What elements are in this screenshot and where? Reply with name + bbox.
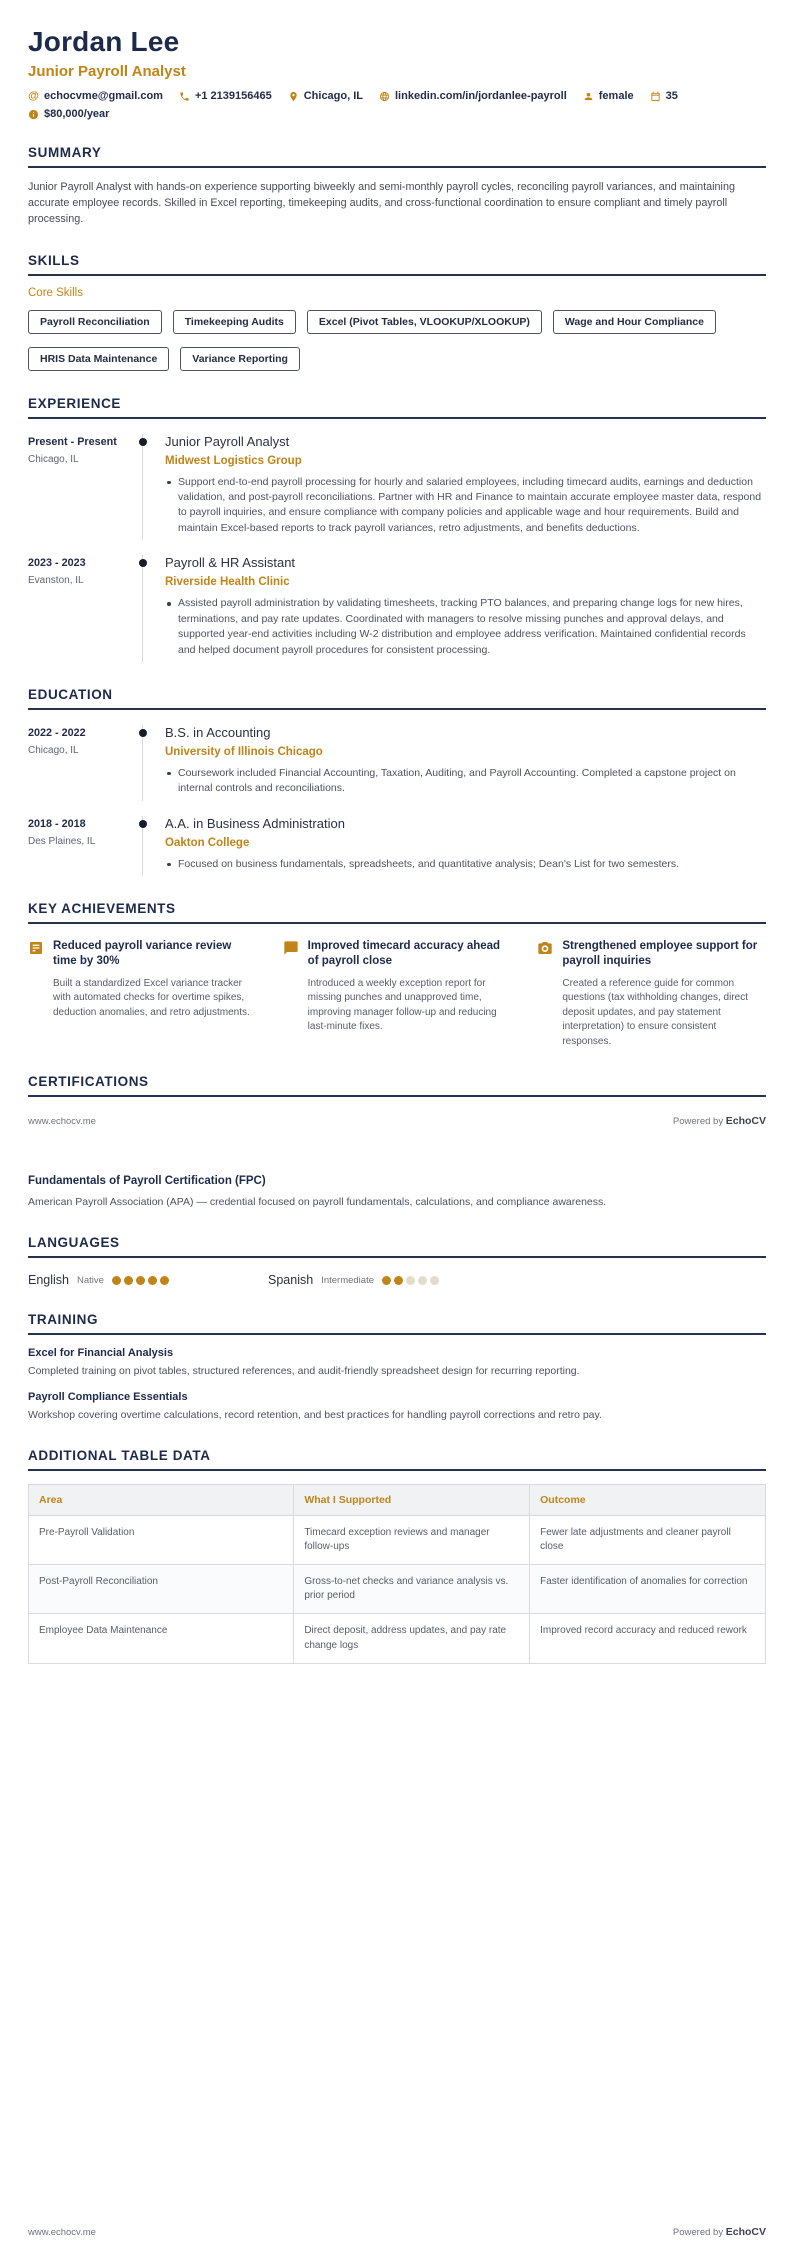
contact-gender-text: female — [598, 90, 634, 102]
language-level: Intermediate — [321, 1274, 374, 1286]
education-bullet-list — [165, 766, 766, 797]
skills-chip-list — [28, 310, 766, 371]
skill-chip: Timekeeping Audits — [173, 310, 296, 334]
achievement-text: Introduced a weekly exception report for missing punches and unapproved time, improving manager follow-up and reducing last-minute fixes. — [307, 977, 497, 1033]
skill-chip: Excel (Pivot Tables, VLOOKUP/XLOOKUP) — [307, 310, 542, 334]
contact-location — [288, 90, 363, 102]
education-entry — [28, 816, 766, 876]
language-name: Spanish — [268, 1273, 314, 1288]
experience-entry-body — [143, 434, 766, 541]
person-icon — [583, 91, 594, 102]
education-entry-body — [143, 816, 766, 876]
experience-location: Chicago, IL — [28, 453, 79, 465]
chat-icon — [283, 940, 299, 956]
person-title: Junior Payroll Analyst — [28, 63, 186, 80]
location-icon — [288, 91, 299, 102]
achievement-title: Improved timecard accuracy ahead of payroll close — [307, 940, 501, 968]
languages-row — [28, 1273, 766, 1287]
globe-icon — [379, 91, 390, 102]
contact-email[interactable] — [28, 90, 163, 102]
person-name: Jordan Lee — [28, 26, 180, 57]
language-proficiency-dots — [112, 1276, 169, 1285]
education-bullet: Focused on business fundamentals, spreadsheets, and quantitative analysis; Dean's List for two semesters. — [165, 857, 766, 872]
experience-bullet-list — [165, 475, 766, 537]
achievement-title: Reduced payroll variance review time by 30% — [53, 940, 232, 968]
achievements-row — [28, 939, 766, 1049]
note-icon — [28, 940, 44, 956]
achievement-text: Created a reference guide for common questions (tax withholding changes, direct deposit updates, and pay statement interpretation) to ensure consistent responses. — [562, 977, 749, 1047]
experience-company: Midwest Logistics Group — [165, 454, 302, 467]
education-degree: A.A. in Business Administration — [165, 815, 345, 831]
additional-data-table — [28, 1484, 766, 1664]
section-education — [28, 687, 766, 876]
section-certifications — [28, 1074, 766, 1210]
table-cell: Improved record accuracy and reduced rework — [530, 1614, 766, 1663]
training-title: Excel for Financial Analysis — [28, 1347, 174, 1360]
training-item — [28, 1347, 766, 1379]
achievement-text: Built a standardized Excel variance tracker with automated checks for overtime spikes, deduction anomalies, and retro adjustments. — [53, 977, 250, 1018]
table-header-outcome: Outcome — [530, 1484, 766, 1515]
achievement-item — [28, 939, 257, 1049]
skills-group-label: Core Skills — [28, 286, 83, 299]
table-row — [29, 1515, 766, 1564]
table-cell: Gross-to-net checks and variance analysis vs. prior period — [294, 1565, 530, 1614]
education-entry-body — [143, 725, 766, 801]
achievement-title: Strengthened employee support for payroll inquiries — [562, 940, 758, 968]
contact-age-text: 35 — [665, 90, 678, 102]
footer-brand: EchoCV — [725, 2226, 766, 2238]
education-entry-meta — [28, 725, 134, 801]
experience-location: Evanston, IL — [28, 575, 84, 587]
contact-phone — [179, 90, 272, 102]
info-icon — [28, 109, 39, 120]
table-header-what: What I Supported — [294, 1484, 530, 1515]
contact-phone-text: +1 2139156465 — [194, 90, 272, 102]
timeline-line — [142, 816, 143, 876]
skill-chip: Variance Reporting — [180, 347, 300, 371]
language-item — [28, 1273, 268, 1287]
achievement-item — [537, 939, 766, 1049]
section-skills — [28, 253, 766, 371]
footer-site-link[interactable]: www.echocv.me — [28, 2226, 96, 2238]
section-achievements — [28, 901, 766, 1049]
experience-entry-meta — [28, 434, 134, 541]
skill-chip: HRIS Data Maintenance — [28, 347, 169, 371]
education-degree: B.S. in Accounting — [165, 724, 271, 740]
experience-dates: 2023 - 2023 — [28, 557, 86, 570]
table-cell: Faster identification of anomalies for correction — [530, 1565, 766, 1614]
table-cell: Post-Payroll Reconciliation — [29, 1565, 294, 1614]
timeline-dot — [139, 559, 147, 567]
skill-chip: Wage and Hour Compliance — [553, 310, 716, 334]
training-text: Workshop covering overtime calculations, record retention, and best practices for handling payroll corrections and retro pay. — [28, 1408, 602, 1421]
summary-heading: SUMMARY — [28, 145, 766, 168]
skills-heading: SKILLS — [28, 253, 766, 276]
timeline-line — [142, 555, 143, 662]
experience-heading: EXPERIENCE — [28, 396, 766, 419]
achievements-heading: KEY ACHIEVEMENTS — [28, 901, 766, 924]
achievement-content — [308, 939, 512, 1034]
experience-bullet: Support end-to-end payroll processing for hourly and salaried employees, including timecard audits, earnings and deduction validation, and post-payroll reconciliations. Partner with HR and Finance to maintain accurate employee master data, respond to payroll inquiries, and ensure compliance with company policies and applicable wage and hour requirements. Build and maintain Excel-based reports to track payroll variances, retro adjustments, and benefits deductions. — [165, 475, 766, 537]
achievement-item — [283, 939, 512, 1049]
certification-title: Fundamentals of Payroll Certification (FPC) — [28, 1175, 266, 1188]
timeline-line — [142, 434, 143, 541]
page-footer — [28, 2226, 766, 2238]
page-break-footer — [28, 1115, 766, 1127]
education-entry — [28, 725, 766, 801]
education-location: Chicago, IL — [28, 744, 79, 756]
experience-bullet: Assisted payroll administration by validating timesheets, tracking PTO balances, and preparing change logs for new hires, terminations, and pay rate updates. Coordinated with managers to resolve missing punches and approval delays, and supported year-end activities including W-2 distribution and employee address verification. Maintained confidential records and helped document payroll procedures for consistent processing. — [165, 596, 766, 658]
table-cell: Pre-Payroll Validation — [29, 1515, 294, 1564]
table-cell: Direct deposit, address updates, and pay rate change logs — [294, 1614, 530, 1663]
additional-table-heading: ADDITIONAL TABLE DATA — [28, 1448, 766, 1471]
education-dates: 2022 - 2022 — [28, 726, 86, 739]
section-experience — [28, 396, 766, 662]
header — [28, 26, 766, 120]
training-item — [28, 1391, 766, 1423]
languages-heading: LANGUAGES — [28, 1235, 766, 1258]
table-header-row — [29, 1484, 766, 1515]
education-school: University of Illinois Chicago — [165, 745, 323, 758]
contact-salary — [28, 108, 109, 120]
calendar-icon — [650, 91, 661, 102]
footer-powered-prefix: Powered by — [672, 1116, 726, 1128]
summary-text: Junior Payroll Analyst with hands-on experience supporting biweekly and semi-monthly payroll cycles, reconciling payroll variances, and maintaining accurate employee records. Skilled in Excel reporting, timekeeping audits, and cross-functional coordination to ensure compliant and timely payroll processing. — [28, 181, 735, 226]
table-row — [29, 1614, 766, 1663]
table-cell: Timecard exception reviews and manager follow-ups — [294, 1515, 530, 1564]
timeline-line — [142, 725, 143, 801]
phone-icon — [179, 91, 190, 102]
timeline-dot — [139, 729, 147, 737]
footer-powered-by[interactable] — [673, 2226, 766, 2238]
table-cell: Fewer late adjustments and cleaner payroll close — [530, 1515, 766, 1564]
certification-item — [28, 1175, 766, 1210]
experience-bullet-list — [165, 596, 766, 658]
language-item — [268, 1273, 508, 1287]
contact-salary-text: $80,000/year — [44, 108, 110, 120]
certifications-heading: CERTIFICATIONS — [28, 1074, 766, 1097]
skill-chip: Payroll Reconciliation — [28, 310, 162, 334]
footer-powered-prefix: Powered by — [672, 2227, 726, 2238]
footer-brand: EchoCV — [725, 1115, 766, 1128]
experience-entry — [28, 434, 766, 541]
education-location: Des Plaines, IL — [28, 835, 96, 847]
experience-role: Payroll & HR Assistant — [165, 555, 296, 571]
contact-gender — [583, 90, 634, 102]
language-proficiency-dots — [382, 1276, 439, 1285]
contact-linkedin-text: linkedin.com/in/jordanlee-payroll — [395, 90, 567, 102]
camera-icon — [537, 940, 553, 956]
training-title: Payroll Compliance Essentials — [28, 1390, 188, 1403]
language-name: English — [28, 1273, 69, 1288]
section-training — [28, 1312, 766, 1422]
table-header-area: Area — [29, 1484, 294, 1515]
experience-role: Junior Payroll Analyst — [165, 433, 290, 449]
training-heading: TRAINING — [28, 1312, 766, 1335]
contact-row — [28, 90, 766, 120]
section-additional-table — [28, 1448, 766, 1664]
at-icon — [28, 91, 39, 102]
contact-linkedin[interactable] — [379, 90, 567, 102]
education-dates: 2018 - 2018 — [28, 817, 86, 830]
achievement-content — [53, 939, 257, 1020]
timeline-dot — [139, 438, 147, 446]
education-heading: EDUCATION — [28, 687, 766, 710]
footer-powered-by[interactable] — [673, 1115, 766, 1127]
language-level: Native — [77, 1274, 104, 1286]
education-bullet-list — [165, 857, 766, 872]
table-cell: Employee Data Maintenance — [29, 1614, 294, 1663]
section-summary — [28, 145, 766, 228]
contact-age — [650, 90, 678, 102]
training-text: Completed training on pivot tables, structured references, and audit-friendly spreadsheet design for recurring reporting. — [28, 1365, 580, 1378]
experience-dates: Present - Present — [28, 435, 117, 448]
contact-email-text: echocvme@gmail.com — [44, 90, 163, 102]
experience-entry — [28, 555, 766, 662]
certification-text: American Payroll Association (APA) — credential focused on payroll fundamentals, calculations, and compliance awareness. — [28, 1196, 607, 1209]
section-languages — [28, 1235, 766, 1287]
achievement-content — [562, 939, 766, 1049]
experience-entry-meta — [28, 555, 134, 662]
education-school: Oakton College — [165, 836, 250, 849]
education-bullet: Coursework included Financial Accounting, Taxation, Auditing, and Payroll Accounting. Completed a capstone project on internal controls and reconciliations. — [165, 766, 766, 797]
contact-location-text: Chicago, IL — [303, 90, 363, 102]
experience-entry-body — [143, 555, 766, 662]
education-entry-meta — [28, 816, 134, 876]
timeline-dot — [139, 820, 147, 828]
footer-site-link[interactable]: www.echocv.me — [28, 1115, 96, 1127]
table-row — [29, 1565, 766, 1614]
experience-company: Riverside Health Clinic — [165, 576, 290, 589]
